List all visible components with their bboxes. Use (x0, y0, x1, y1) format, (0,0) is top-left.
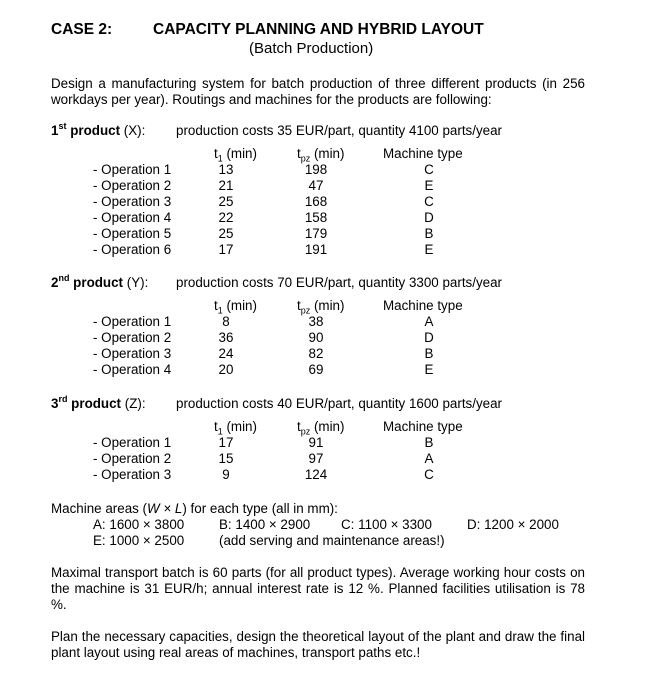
operation-machine: E (424, 178, 434, 193)
operation-tpz: 191 (304, 242, 328, 257)
operation-name: - Operation 2 (93, 330, 172, 345)
operation-tpz: 168 (304, 194, 328, 209)
page-title: CAPACITY PLANNING AND HYBRID LAYOUT (153, 21, 484, 38)
area-a: A: 1600 × 3800 (93, 517, 185, 532)
col-header-t1: $t_1$ (min) (214, 298, 257, 316)
operation-machine: B (424, 226, 434, 241)
operation-machine: B (424, 435, 434, 450)
col-header-tpz: $t_{pz}$ (min) (297, 146, 345, 164)
operation-machine: E (424, 362, 434, 377)
plan-paragraph: Plan the necessary capacities, design the theoretical layout of the plant and draw the final plant layout using real areas of machines, transport paths etc.! (51, 629, 585, 660)
col-header-machine: Machine type (383, 298, 463, 313)
col-header-tpz: $t_{pz}$ (min) (297, 298, 345, 316)
operation-t1: 8 (222, 314, 230, 329)
area-c: C: 1100 × 3300 (341, 517, 432, 532)
operation-machine: C (424, 162, 434, 177)
operation-t1: 25 (218, 194, 234, 209)
area-d: D: 1200 × 2000 (467, 517, 559, 532)
areas-intro: Machine areas (W × L) for each type (all in mm): (51, 501, 338, 516)
operation-tpz: 47 (308, 178, 324, 193)
operation-name: - Operation 3 (93, 194, 172, 209)
operation-t1: 20 (218, 362, 234, 377)
operation-tpz: 179 (304, 226, 328, 241)
operation-name: - Operation 3 (93, 346, 172, 361)
operation-tpz: 198 (304, 162, 328, 177)
operation-machine: B (424, 346, 434, 361)
operation-name: - Operation 1 (93, 435, 172, 450)
operation-t1: 22 (218, 210, 234, 225)
operation-t1: 25 (218, 226, 234, 241)
product-label: 1st product (X): (51, 120, 146, 138)
operation-name: - Operation 1 (93, 314, 172, 329)
operation-name: - Operation 5 (93, 226, 172, 241)
product-info: production costs 35 EUR/part, quantity 4100 parts/year (176, 123, 503, 138)
operation-tpz: 69 (308, 362, 324, 377)
operation-machine: C (424, 467, 434, 482)
operation-machine: A (424, 451, 434, 466)
operation-machine: C (424, 194, 434, 209)
operation-t1: 13 (218, 162, 234, 177)
operation-tpz: 124 (304, 467, 328, 482)
col-header-t1: $t_1$ (min) (214, 419, 257, 437)
operation-t1: 21 (218, 178, 234, 193)
product-label: 3rd product (Z): (51, 393, 146, 411)
operation-t1: 36 (218, 330, 234, 345)
area-note: (add serving and maintenance areas!) (219, 533, 445, 548)
operation-tpz: 97 (308, 451, 324, 466)
operation-name: - Operation 3 (93, 467, 172, 482)
col-header-t1: $t_1$ (min) (214, 146, 257, 164)
operation-name: - Operation 4 (93, 210, 172, 225)
operation-machine: E (424, 242, 434, 257)
col-header-machine: Machine type (383, 146, 463, 161)
operation-machine: D (424, 210, 434, 225)
intro-paragraph: Design a manufacturing system for batch production of three different products (in 256 workdays per year). Routings and machines for the products are following: (51, 76, 585, 107)
operation-t1: 17 (218, 242, 234, 257)
product-label: 2nd product (Y): (51, 272, 149, 290)
operation-name: - Operation 6 (93, 242, 172, 257)
operation-machine: D (424, 330, 434, 345)
operation-t1: 24 (218, 346, 234, 361)
transport-paragraph: Maximal transport batch is 60 parts (for all product types). Average working hour costs on the machine is 31 EUR/h; annual interest rate is 12 %. Planned facilities utilisation is 78 %. (51, 565, 585, 612)
product-info: production costs 70 EUR/part, quantity 3300 parts/year (176, 275, 503, 290)
operation-name: - Operation 2 (93, 451, 172, 466)
operation-name: - Operation 1 (93, 162, 172, 177)
product-info: production costs 40 EUR/part, quantity 1600 parts/year (176, 396, 503, 411)
operation-name: - Operation 2 (93, 178, 172, 193)
operation-tpz: 82 (308, 346, 324, 361)
operation-t1: 9 (222, 467, 230, 482)
operation-t1: 17 (218, 435, 234, 450)
area-e: E: 1000 × 2500 (93, 533, 185, 548)
operation-tpz: 158 (304, 210, 328, 225)
operation-tpz: 91 (308, 435, 324, 450)
operation-machine: A (424, 314, 434, 329)
operation-tpz: 38 (308, 314, 324, 329)
col-header-machine: Machine type (383, 419, 463, 434)
col-header-tpz: $t_{pz}$ (min) (297, 419, 345, 437)
operation-t1: 15 (218, 451, 234, 466)
area-b: B: 1400 × 2900 (219, 517, 311, 532)
page-subtitle: (Batch Production) (249, 40, 374, 57)
operation-name: - Operation 4 (93, 362, 172, 377)
case-label: CASE 2: (51, 21, 113, 38)
operation-tpz: 90 (308, 330, 324, 345)
